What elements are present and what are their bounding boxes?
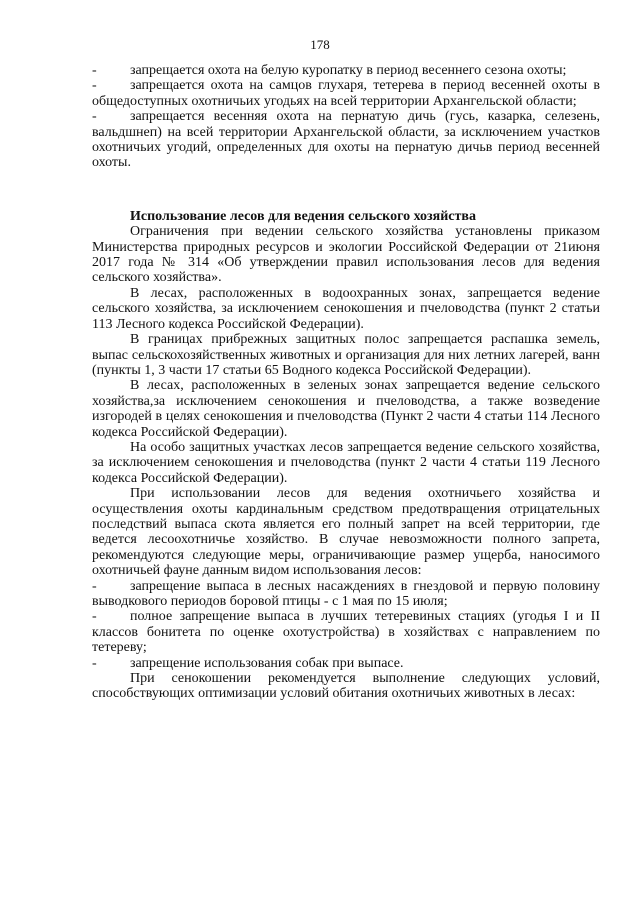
page-number: 178	[310, 37, 330, 52]
paragraph: На особо защитных участках лесов запрещается ведение сельского хозяйства, за исключением сенокошения и пчеловодства (пункт 2 части 4 статьи 119 Лесного кодекса Российской Федерации).	[92, 439, 600, 486]
bullet-marker: -	[92, 609, 97, 625]
section-heading: Использование лесов для ведения сельского хозяйства	[130, 208, 476, 224]
paragraph: В границах прибрежных защитных полос запрещается распашка земель, выпас сельскохозяйственных животных и организация для них летних лагерей, ванн (пункты 1, 3 части 17 статьи 65 Водного кодекса Российской Федерации).	[92, 332, 600, 378]
bullet-text: полное запрещение выпаса в лучших тетеревиных стациях (угодья I и II классов бонитета по оценке охотустройства) в хозяйствах с направлением по тетереву;	[92, 609, 600, 656]
bullet-item	[92, 63, 600, 78]
bullet-text: запрещается охота на белую куропатку в период весеннего сезона охоты;	[130, 63, 567, 78]
bullet-marker: -	[92, 578, 97, 594]
bullet-item	[92, 579, 600, 610]
section-spacer	[92, 171, 600, 209]
bullet-text: запрещается весенняя охота на пернатую дичь (гусь, казарка, селезень, вальдшнеп) на всей территории Архангельской области, за исключением участков охотничьих угодий, определенных для охоты на пернатую дичьв период весенней охоты.	[92, 109, 600, 171]
page-body	[92, 63, 600, 702]
paragraph: В лесах, расположенных в водоохранных зонах, запрещается ведение сельского хозяйства, за исключением сенокошения и пчеловодства (пункт 2 статьи 113 Лесного кодекса Российской Федерации).	[92, 285, 600, 332]
bullet-item	[92, 656, 600, 671]
paragraph: В лесах, расположенных в зеленых зонах запрещается ведение сельского хозяйства,за исключением сенокошения и пчеловодства, а также возведение изгородей в целях сенокошения и пчеловодства (Пункт 2 части 4 статьи 114 Лесного кодекса Российской Федерации).	[92, 378, 600, 440]
paragraph: При использовании лесов для ведения охотничьего хозяйства и осуществления охоты кардинальным средством предотвращения отрицательных последствий выпаса скота является его полный запрет на всей территории, где ведется лесоохотничье хозяйство. В случае невозможности полного запрета, рекомендуются следующие меры, ограничивающие размер ущерба, наносимого охотничьей фауне данным видом использования лесов:	[92, 486, 600, 579]
bullet-item	[92, 609, 600, 655]
bullet-item	[92, 78, 600, 109]
bullet-marker: -	[92, 109, 97, 125]
paragraph: Ограничения при ведении сельского хозяйства установлены приказом Министерства природных ресурсов и экологии Российской Федерации от 21июня 2017 года № 314 «Об утверждении правил использования лесов для ведения сельского хозяйства».	[92, 224, 600, 286]
bullet-text: запрещается охота на самцов глухаря, тетерева в период весенней охоты в общедоступных охотничьих угодьях на всей территории Архангельской области;	[92, 78, 600, 109]
bullet-marker: -	[92, 78, 97, 94]
bullet-item	[92, 109, 600, 171]
bullet-text: запрещение выпаса в лесных насаждениях в гнездовой и первую половину выводкового периодов боровой птицы - с 1 мая по 15 июля;	[92, 578, 600, 609]
paragraph: При сенокошении рекомендуется выполнение следующих условий, способствующих оптимизации условий обитания охотничьих животных в лесах:	[92, 671, 600, 702]
bullet-marker: -	[92, 655, 97, 671]
bullet-marker: -	[92, 63, 97, 78]
bullet-text: запрещение использования собак при выпасе.	[130, 655, 404, 671]
